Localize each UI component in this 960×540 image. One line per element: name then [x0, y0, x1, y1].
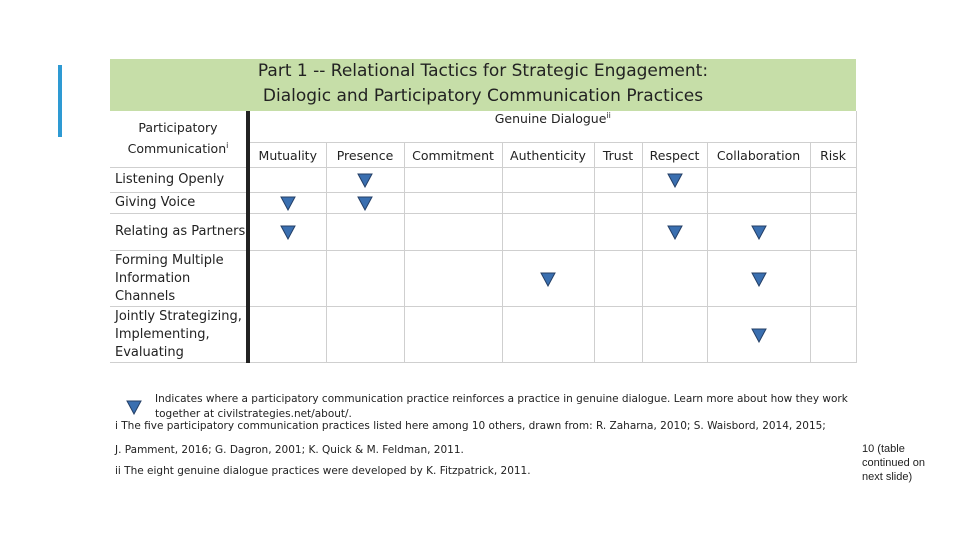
down-triangle-marker-icon	[667, 172, 683, 188]
matrix-cell	[502, 168, 594, 193]
column-header-collaboration: Collaboration	[707, 143, 810, 168]
matrix-cell	[707, 193, 810, 214]
genuine-dialogue-sup: ii	[606, 111, 611, 120]
genuine-dialogue-header	[248, 111, 856, 143]
matrix-cell	[594, 251, 642, 307]
matrix-cell	[326, 168, 404, 193]
matrix-cell	[707, 307, 810, 363]
down-triangle-marker-icon	[751, 224, 767, 240]
row-label: Jointly Strategizing, Implementing, Evaluating	[110, 307, 248, 363]
down-triangle-marker-icon	[126, 399, 142, 415]
down-triangle-marker-icon	[280, 224, 296, 240]
matrix-body	[110, 168, 856, 363]
matrix-cell	[707, 214, 810, 251]
matrix-cell	[642, 251, 707, 307]
column-header-mutuality: Mutuality	[248, 143, 326, 168]
row-label: Forming Multiple Information Channels	[110, 251, 248, 307]
table-title	[110, 59, 856, 111]
matrix-cell	[248, 193, 326, 214]
matrix-cell	[810, 251, 856, 307]
matrix-cell	[642, 307, 707, 363]
matrix-cell	[707, 168, 810, 193]
practices-matrix	[110, 111, 857, 363]
down-triangle-marker-icon	[540, 271, 556, 287]
matrix-cell	[594, 214, 642, 251]
matrix-cell	[326, 251, 404, 307]
matrix-cell	[810, 168, 856, 193]
footnote-2: ii The eight genuine dialogue practices were developed by K. Fitzpatrick, 2011.	[115, 465, 531, 477]
row-label: Relating as Partners	[110, 214, 248, 251]
matrix-cell	[594, 168, 642, 193]
table-row	[110, 168, 856, 193]
column-header-authenticity: Authenticity	[502, 143, 594, 168]
column-header-presence: Presence	[326, 143, 404, 168]
matrix-cell	[404, 193, 502, 214]
table-row	[110, 251, 856, 307]
matrix-cell	[248, 307, 326, 363]
table-row	[110, 214, 856, 251]
slide-note: 10 (table continued on next slide)	[862, 443, 925, 483]
matrix-cell	[502, 251, 594, 307]
matrix-cell	[404, 214, 502, 251]
down-triangle-marker-icon	[357, 172, 373, 188]
corner-line-2: Communication	[127, 141, 227, 157]
row-label: Giving Voice	[110, 193, 248, 214]
matrix-cell	[404, 168, 502, 193]
matrix-cell	[810, 214, 856, 251]
table-row	[110, 307, 856, 363]
down-triangle-marker-icon	[751, 271, 767, 287]
column-header-respect: Respect	[642, 143, 707, 168]
corner-header	[110, 111, 248, 168]
footnote-1-line-1: i The five participatory communication practices listed here among 10 others, drawn from: R. Zaharna, 2010; S. Waisbord, 2014, 2015;	[115, 420, 826, 432]
matrix-cell	[248, 168, 326, 193]
matrix-cell	[594, 193, 642, 214]
matrix-cell	[810, 193, 856, 214]
table-row	[110, 193, 856, 214]
column-header-trust: Trust	[594, 143, 642, 168]
down-triangle-marker-icon	[357, 195, 373, 211]
row-label: Listening Openly	[110, 168, 248, 193]
genuine-dialogue-label: Genuine Dialogue	[494, 111, 607, 127]
footnotes	[110, 390, 856, 477]
matrix-cell	[642, 193, 707, 214]
matrix-cell	[642, 168, 707, 193]
title-line-2: Dialogic and Participatory Communication Practices	[262, 86, 704, 106]
matrix-cell	[707, 251, 810, 307]
matrix-cell	[642, 214, 707, 251]
matrix-cell	[594, 307, 642, 363]
legend	[110, 390, 856, 424]
matrix-cell	[502, 193, 594, 214]
column-header-commitment: Commitment	[404, 143, 502, 168]
matrix-cell	[326, 307, 404, 363]
legend-text: Indicates where a participatory communication practice reinforces a practice in genuine dialogue. Learn more about how they work together at civilstrategies.net/about/.	[155, 393, 848, 420]
footnote-1-line-2: J. Pamment, 2016; G. Dagron, 2001; K. Quick & M. Feldman, 2011.	[115, 444, 464, 456]
matrix-cell	[502, 307, 594, 363]
down-triangle-marker-icon	[280, 195, 296, 211]
matrix-cell	[810, 307, 856, 363]
matrix-cell	[404, 251, 502, 307]
title-line-1: Part 1 -- Relational Tactics for Strategic Engagement:	[257, 61, 709, 81]
matrix-cell	[326, 193, 404, 214]
down-triangle-marker-icon	[667, 224, 683, 240]
down-triangle-marker-icon	[751, 327, 767, 343]
matrix-cell	[248, 214, 326, 251]
matrix-cell	[248, 251, 326, 307]
corner-sup: i	[226, 141, 229, 151]
corner-line-1: Participatory	[138, 120, 218, 136]
matrix-cell	[502, 214, 594, 251]
matrix-cell	[404, 307, 502, 363]
matrix-cell	[326, 214, 404, 251]
column-header-risk: Risk	[810, 143, 856, 168]
accent-bar	[58, 65, 62, 137]
